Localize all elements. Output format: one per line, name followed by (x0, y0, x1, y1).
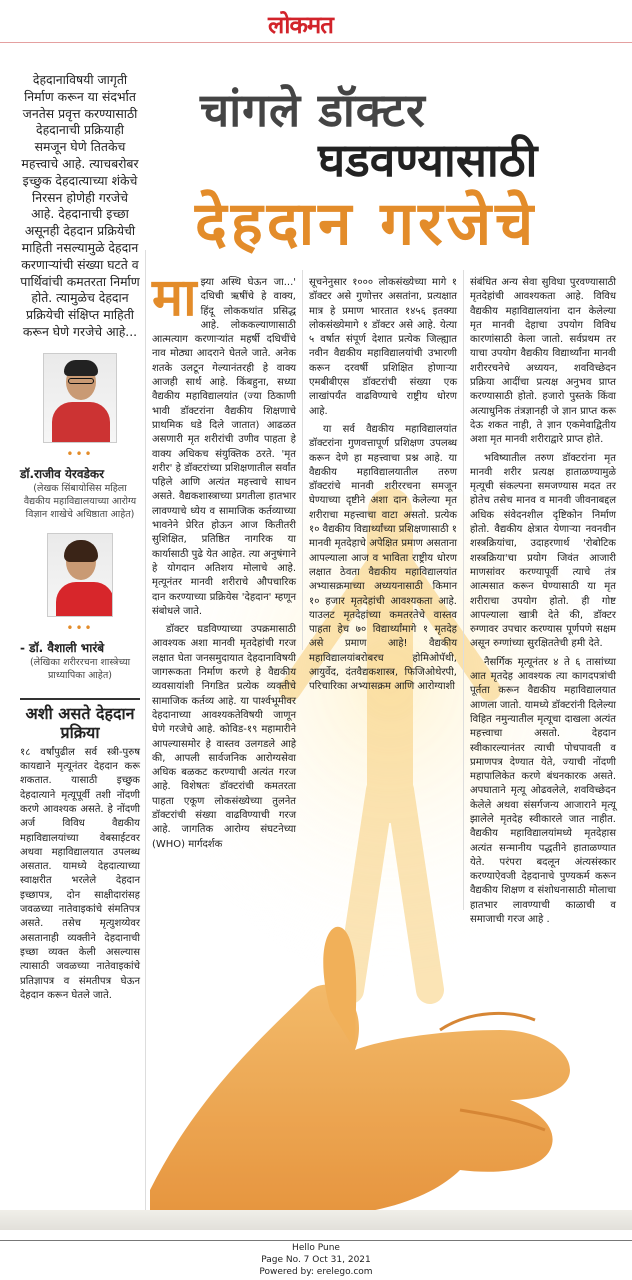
paragraph: नैसर्गिक मृत्यूनंतर ४ ते ६ तासांच्या आत मृतदेह आवश्यक त्या कागदपत्रांची पूर्तता करून वैद्यकीय महाविद्यालयात आणला जातो. यामध्ये डॉक्टरांनी दिलेल्या विहित नमुन्यातील मृत्यूचा दाखला अत्यंत महत्त्वाचा असतो. देहदान स्वीकारल्यानंतर त्याची पोचपावती व प्रमाणपत्र देण्यात येते, ज्याची नोंदणी महापालिकेत करणे बंधनकारक असते. अपघाताने मृत्यू ओढवलेले, शवविच्छेदन केलेले अथवा संसर्गजन्य आजाराने मृत्यू झालेले मृतदेह स्वीकारले जात नाहीत. वैद्यकीय महाविद्यालयांमध्ये मृतदेहास अत्यंत सन्मानीय पद्धतीने हाताळण्यात येते. परंपरा बदलून अंत्यसंस्कार करण्याऐवजी देहदानाचे पुण्यकर्म करून वैद्यकीय शिक्षण व संशोधनासाठी मोलाचा हातभार लावण्याची काळाची व समाजाची गरज आहे . (470, 656, 616, 926)
paragraph: संबंधित अन्य सेवा सुविधा पुरवण्यासाठी मृतदेहांची आवश्यकता आहे. विविध वैद्यकीय महाविद्यालयांना दान केलेल्या मृत मानवी देहाचा उपयोग विविध कारणांसाठी केला जातो. सर्वप्रथम तर याचा उपयोग वैद्यकीय विद्यार्थ्यांना मानवी शरीररचनेचे अध्ययन, शवविच्छेदन प्रक्रिया आदींचा प्रत्यक्ष अनुभव प्राप्त करण्यासाठी होतो. हजारो पुस्तके किंवा अत्याधुनिक तंत्रज्ञानही जे ज्ञान प्राप्त करू देऊ शकत नाही, ते ज्ञान एकमेवाद्वितीय अशा मृत मानवी शरीराद्वारे प्राप्त होते. (470, 277, 616, 446)
author-photo-2 (47, 533, 113, 617)
page-footer (0, 1210, 632, 1280)
drop-cap: मा (152, 268, 197, 328)
article-column-1 (152, 268, 296, 856)
masthead-rule (0, 42, 632, 43)
paragraph: या सर्व वैद्यकीय महाविद्यालयांत डॉक्टरांना गुणवत्तापूर्ण प्रशिक्षण उपलब्ध करून देणे हा महत्त्वाचा प्रश्न आहे. या वैद्यकीय महाविद्यालयातील तरुण डॉक्टरांचे मानवी शरीररचना समजून घेण्याच्या दृष्टीने अशा दान केलेल्या मृत शरीराचा महत्त्वाचा वाटा असतो. प्रत्येक १० वैद्यकीय विद्यार्थ्यांच्या प्रशिक्षणासाठी १ मानवी मृतदेहाचे अपेक्षित प्रमाण असताना आपल्याला आज व भाविता राष्ट्रीय धोरण लक्षात ठेवता वैद्यकीय महाविद्यालयांत अभ्यासक्रमाच्या अध्ययनासाठी किमान १० हजार मृतदेहांची आवश्यकता आहे. याउलट मृतदेहांच्या कमतरतेचे वास्तव पाहता हेच ७० विद्यार्थ्यांमागे १ मृतदेह असे प्रमाण आहे! वैद्यकीय महाविद्यालयांबरोबरच होमिओपॅथी, आयुर्वेद, दंतवैद्यकशास्त्र, फिजिओथेरपी, परिचारिका अभ्यासक्रम आणि आरोग्याशी (309, 423, 457, 693)
article-column-3 (470, 276, 616, 931)
lokmat-logo: लोकमत (268, 11, 333, 39)
column-divider (463, 270, 464, 910)
intro-text: देहदानाविषयी जागृती निर्माण करून या संदर्भात जनतेस प्रवृत्त करण्यासाठी देहदानाची प्रक्रियाही समजून घेणे तितकेच महत्त्वाचे आहे. त्याचबरोबर इच्छुक देहदात्याच्या शंकेचे निरसन होणेही गरजेचे आहे. देहदानाची इच्छा असूनही देहदान प्रक्रियेची माहिती नसल्यामुळे देहदान करणाऱ्यांची संख्या घटते व पार्थिवांची कमतरता निर्माण होते. त्यामुळेच देहदान प्रक्रियेची संक्षिप्त माहिती करून घेणे गरजेचे आहे... (20, 72, 140, 339)
author-desc-1: (लेखक सिंबायोसिस महिला वैद्यकीय महाविद्यालयाच्या आरोग्य विज्ञान शाखेचे अधिष्ठाता आहेत) (23, 482, 137, 520)
headline-line-2: घडवण्यासाठी (318, 133, 538, 187)
column-divider (302, 270, 303, 650)
paragraph: सूचनेनुसार १००० लोकसंख्येच्या मागे १ डॉक्टर असे गुणोत्तर असतांना, प्रत्यक्षात मात्र हे प्रमाण भारतात १४५६ इतक्या लोकसंख्येमागे १ डॉक्टर असे आहे. येत्या ५ वर्षात संपूर्ण देशात प्रत्येक जिल्ह्यात नवीन वैद्यकीय महाविद्यालयांची उभारणी करून दरवर्षी प्रशिक्षित होणाऱ्या एमबीबीएस डॉक्टरांची संख्या एक लाखांपर्यंत वाढविण्याचे राष्ट्रीय धोरण आहे. (309, 277, 457, 417)
column-divider (145, 250, 146, 1210)
paragraph: झ्या अस्थि घेऊन जा...' दधिची ऋषींचे हे वाक्य, हिंदू लोककथांत प्रसिद्ध आहे. लोककल्याणासाठी आत्मत्याग करणाऱ्यांत महर्षी दधिचींचे नाव मोठ्या आदराने घेतले जाते. अनेक शतके उलटून गेल्यानंतरही हे वाक्य आजही सार्थ आहे. किंबहुना, सध्या वैद्यकीय महाविद्यालयांत (ज्या ठिकाणी भावी डॉक्टरांना वैद्यकीय शिक्षणाचे प्राथमिक धडे दिले जातात) आढळत असणारी मृत शरीरांची उणीव पाहता हे वाक्य अधिकच संयुक्तिक ठरते. 'मृत शरीर' हे डॉक्टरांच्या प्रशिक्षणातील सर्वांत पहिले आणि अत्यंत महत्त्वाचे साधन असते. वैद्यकशास्त्राच्या प्रगतीला हातभार लावण्याचे ध्येय व सामाजिक कर्तव्याच्या भावनेने प्रेरित होऊन आज कितीतरी सुशिक्षित, प्रतिष्ठित नागरिक या कार्यासाठी पुढे येत आहेत. त्या अनुषंगाने हे योगदान अतिशय मोलाचे आहे. मृत्यूनंतर मानवी शरीराचे औपचारिक दान करण्याच्या प्रक्रियेस 'देहदान' म्हणून संबोधले जाते. (152, 277, 296, 617)
left-sidebar (20, 72, 140, 1003)
footer-powered-by: Powered by: erelego.com (259, 1267, 373, 1277)
footer-strip (0, 1210, 632, 1230)
divider-dots: ••• (66, 446, 94, 461)
footer-page-date: Page No. 7 Oct 31, 2021 (261, 1255, 371, 1265)
author-desc-2: (लेखिका शरीररचना शास्त्रेच्या प्राध्यापिका आहेत) (29, 656, 131, 681)
article-column-2 (309, 276, 457, 699)
divider-dots: ••• (66, 620, 94, 635)
headline-line-1: चांगले डॉक्टर (200, 83, 426, 137)
footer-rule (0, 1240, 632, 1241)
masthead (0, 0, 632, 48)
process-subheading: अशी असते देहदान प्रक्रिया (20, 698, 140, 742)
author-photo-1 (43, 353, 117, 443)
process-text: १८ वर्षांपुढील सर्व स्त्री-पुरुष कायद्याने मृत्यूनंतर देहदान करू शकतात. यासाठी इच्छुक देहदात्याने मृत्यूपूर्वी तशी नोंदणी करणे आवश्यक असते. हे नोंदणी अर्ज विविध वैद्यकीय महाविद्यालयांच्या वेबसाईटवर अथवा महाविद्यालयात उपलब्ध असतात. यामध्ये देहदात्याच्या स्वाक्षरीत भरलेले देहदान इच्छापत्र, दोन साक्षीदारांसह जवळच्या नातेवाइकांचे संमतिपत्र असते. तसेच मृत्युशय्येवर असतानाही व्यक्तीने देहदानाची इच्छा व्यक्त केली असल्यास त्यासाठी जवळच्या नातेवाइकांचे प्रतिज्ञापत्र व संमतीपत्र घेऊन देहदान करून घेतले जाते. (20, 746, 140, 1001)
author-name-2: - डॉ. वैशाली भारंबे (20, 640, 105, 655)
author-name-1: डॉ.राजीव येरवडेकर (20, 466, 105, 481)
footer-edition: Hello Pune (292, 1243, 340, 1253)
headline-line-3: देहदान गरजेचे (195, 189, 538, 259)
paragraph: डॉक्टर घडविण्याच्या उपक्रमासाठी आवश्यक अशा मानवी मृतदेहांची गरज लक्षात घेता जनसमुदायात देहदानाविषयी जागरूकता निर्माण करणे हे वैद्यकीय व्यवसायांशी निगडित प्रत्येक व्यक्तीचे सामाजिक कर्तव्य आहे. या पार्श्वभूमीवर देहदानाच्या आवश्यकतेविषयी जाणून घेणे गरजेचे आहे. कोविड-१९ महामारीने आपल्यासमोर हे वास्तव उलगडले आहे की, आपली सार्वजनिक आरोग्यसेवा अधिक बळकट करण्याची अत्यंत गरज आहे. विशेषतः डॉक्टरांची कमतरता पाहता एकूण लोकसंख्येच्या तुलनेत डॉक्टरांची संख्या वाढविण्याची गरज आहे. जागतिक आरोग्य संघटनेच्या (WHO) मार्गदर्शक (152, 624, 296, 850)
paragraph: भविष्यातील तरुण डॉक्टरांना मृत मानवी शरीर प्रत्यक्ष हाताळण्यामुळे मृत्यूची संकल्पना समजण्यास मदत तर होतेच तसेच मानव व मानवी जीवनाबद्दल अधिक संवेदनशील दृष्टिकोन निर्माण होतो. वैद्यकीय क्षेत्रात येणाऱ्या नवनवीन शस्त्रक्रियांचा, उदाहरणार्थ 'रोबोटिक शस्त्रक्रिया'चा प्रयोग जिवंत आजारी माणसांवर करण्यापूर्वी त्याचे तंत्र आत्मसात करून घेण्यासाठी या मृत शरीराचा उपयोग होतो. ही गोष्ट आपल्याला खात्री देते की, डॉक्टर रुग्णावर उपचार करण्यास पूर्णपणे सक्षम असून रुग्णांच्या सुरक्षिततेची हमी देते. (470, 452, 616, 650)
